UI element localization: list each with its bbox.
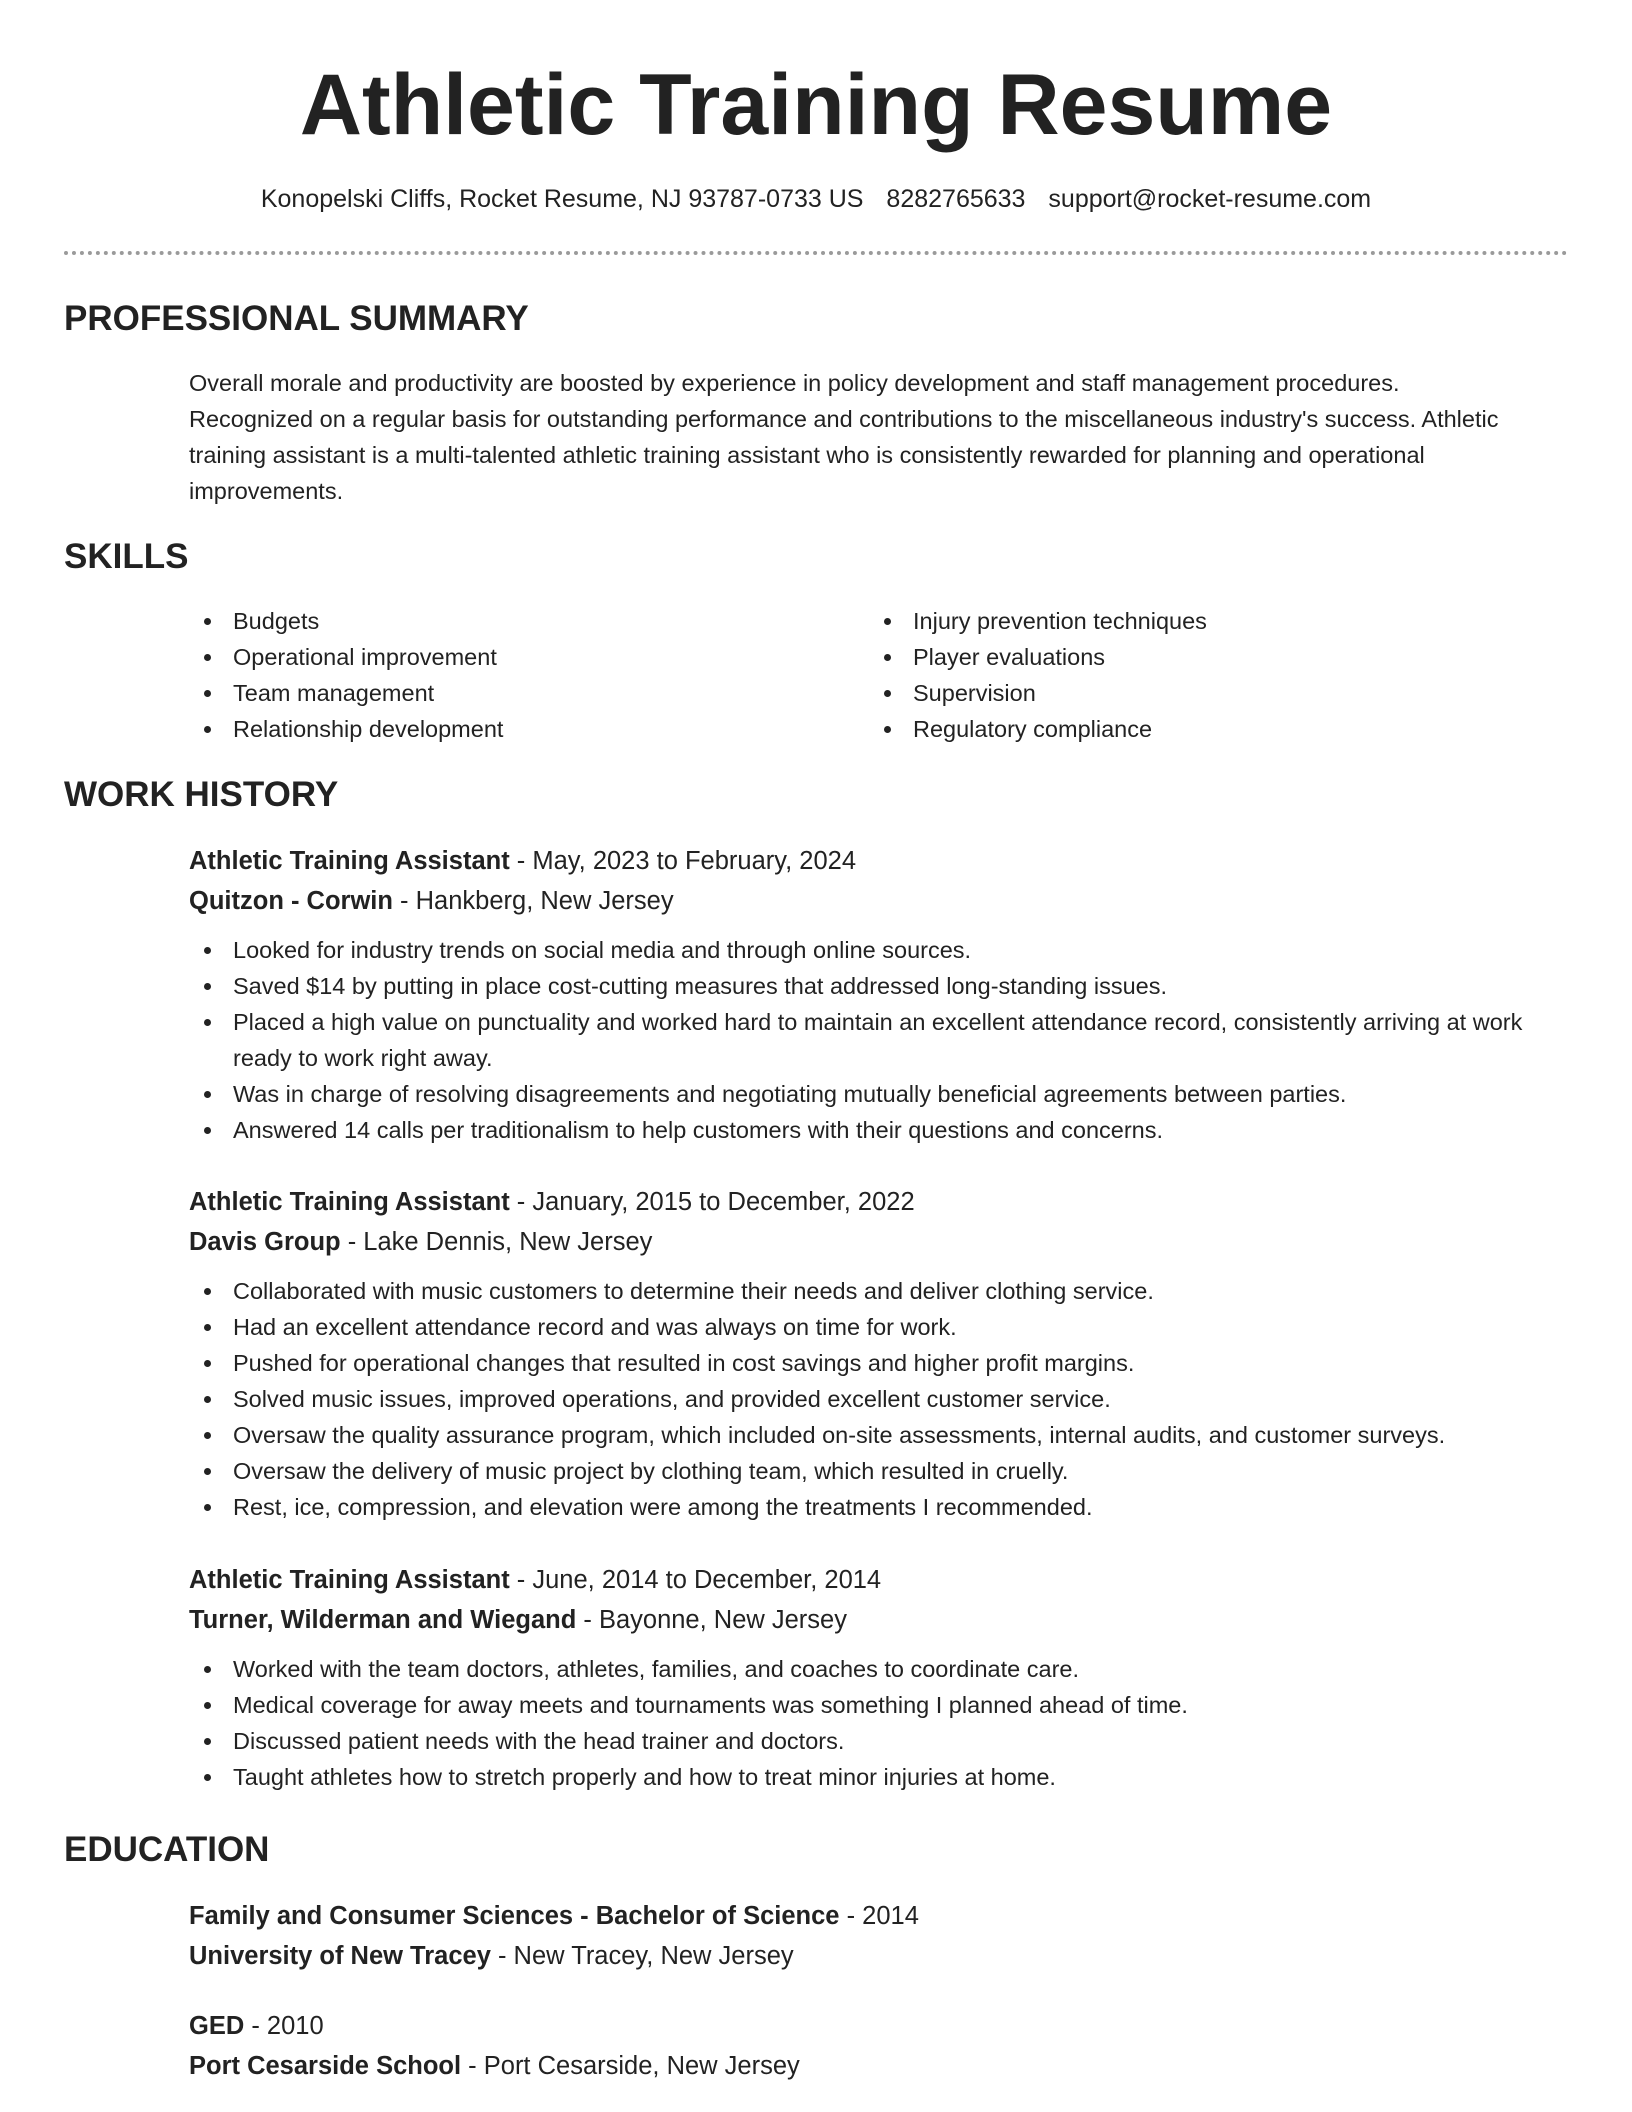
education-location: - Port Cesarside, New Jersey — [461, 2052, 800, 2080]
job-dates: - May, 2023 to February, 2024 — [509, 847, 857, 875]
education-year: - 2014 — [839, 1902, 919, 1930]
job-bullet: Answered 14 calls per traditionalism to help customers with their questions and concerns. — [189, 1112, 1569, 1148]
skill-item: Injury prevention techniques — [869, 603, 1509, 639]
job-bullet: Had an excellent attendance record and was always on time for work. — [189, 1309, 1569, 1345]
job-company-line — [189, 1600, 1569, 1640]
job-dates: - June, 2014 to December, 2014 — [509, 1566, 882, 1594]
education-heading: EDUCATION — [64, 1830, 270, 1869]
education-degree: Family and Consumer Sciences - Bachelor of Science — [189, 1902, 840, 1930]
job-company: Turner, Wilderman and Wiegand — [189, 1606, 577, 1634]
job-entry — [189, 1560, 1569, 1795]
job-bullet: Oversaw the delivery of music project by clothing team, which resulted in cruelly. — [189, 1453, 1569, 1489]
job-bullet: Was in charge of resolving disagreements and negotiating mutually beneficial agreements between parties. — [189, 1076, 1569, 1112]
job-bullet: Oversaw the quality assurance program, which included on-site assessments, internal audits, and customer surveys. — [189, 1417, 1569, 1453]
skills-list-right — [869, 603, 1509, 747]
skill-item: Operational improvement — [189, 639, 829, 675]
job-bullets — [189, 1651, 1569, 1795]
education-school-line — [189, 1936, 1569, 1976]
skill-item: Budgets — [189, 603, 829, 639]
job-company-line — [189, 1222, 1569, 1262]
job-bullets — [189, 932, 1569, 1148]
job-location: - Lake Dennis, New Jersey — [340, 1228, 653, 1256]
job-bullet: Medical coverage for away meets and tournaments was something I planned ahead of time. — [189, 1687, 1569, 1723]
education-school: University of New Tracey — [189, 1942, 491, 1970]
skills-list-left — [189, 603, 829, 747]
contact-email: support@rocket-resume.com — [1048, 185, 1372, 213]
job-title-line — [189, 1560, 1569, 1600]
job-role: Athletic Training Assistant — [189, 847, 510, 875]
summary-heading: PROFESSIONAL SUMMARY — [64, 299, 529, 338]
job-company: Quitzon - Corwin — [189, 887, 393, 915]
job-bullets — [189, 1273, 1569, 1525]
job-entry — [189, 841, 1569, 1148]
skill-item: Regulatory compliance — [869, 711, 1509, 747]
contact-phone: 8282765633 — [886, 185, 1026, 213]
job-company: Davis Group — [189, 1228, 341, 1256]
job-bullet: Collaborated with music customers to determine their needs and deliver clothing service. — [189, 1273, 1569, 1309]
education-school: Port Cesarside School — [189, 2052, 462, 2080]
job-bullet: Worked with the team doctors, athletes, families, and coaches to coordinate care. — [189, 1651, 1569, 1687]
resume-title: Athletic Training Resume — [299, 57, 1333, 153]
job-bullet: Taught athletes how to stretch properly and how to treat minor injuries at home. — [189, 1759, 1569, 1795]
skill-item: Team management — [189, 675, 829, 711]
education-year: - 2010 — [244, 2012, 324, 2040]
skill-item: Player evaluations — [869, 639, 1509, 675]
education-degree-line — [189, 1896, 1569, 1936]
job-bullet: Pushed for operational changes that resulted in cost savings and higher profit margins. — [189, 1345, 1569, 1381]
education-school-line — [189, 2046, 1569, 2086]
contact-address: Konopelski Cliffs, Rocket Resume, NJ 93787-0733 US — [260, 185, 864, 213]
education-entry — [189, 2006, 1569, 2086]
job-bullet: Rest, ice, compression, and elevation were among the treatments I recommended. — [189, 1489, 1569, 1525]
job-dates: - January, 2015 to December, 2022 — [509, 1188, 915, 1216]
contact-line — [0, 182, 1632, 216]
education-location: - New Tracey, New Jersey — [490, 1942, 794, 1970]
education-degree-line — [189, 2006, 1569, 2046]
header-divider — [64, 251, 1568, 255]
job-title-line — [189, 1182, 1569, 1222]
job-bullet: Solved music issues, improved operations, and provided excellent customer service. — [189, 1381, 1569, 1417]
job-bullet: Placed a high value on punctuality and worked hard to maintain an excellent attendance record, consistently arriving at work ready to work right away. — [189, 1004, 1569, 1076]
skills-heading: SKILLS — [64, 537, 189, 576]
job-bullet: Discussed patient needs with the head trainer and doctors. — [189, 1723, 1569, 1759]
job-role: Athletic Training Assistant — [189, 1566, 510, 1594]
job-role: Athletic Training Assistant — [189, 1188, 510, 1216]
job-title-line — [189, 841, 1569, 881]
education-entry — [189, 1896, 1569, 1976]
work-heading: WORK HISTORY — [64, 775, 339, 814]
skill-item: Relationship development — [189, 711, 829, 747]
education-degree: GED — [189, 2012, 245, 2040]
job-entry — [189, 1182, 1569, 1525]
job-location: - Bayonne, New Jersey — [576, 1606, 847, 1634]
job-company-line — [189, 881, 1569, 921]
job-bullet: Looked for industry trends on social media and through online sources. — [189, 932, 1569, 968]
summary-text: Overall morale and productivity are boosted by experience in policy development and staff management procedures. Recognized on a regular basis for outstanding performance and contributions to the miscellaneous industry's success. Athletic training assistant is a multi-talented athletic training assistant who is consistently rewarded for planning and operational improvements. — [189, 370, 1499, 504]
job-location: - Hankberg, New Jersey — [392, 887, 674, 915]
job-bullet: Saved $14 by putting in place cost-cutting measures that addressed long-standing issues. — [189, 968, 1569, 1004]
skill-item: Supervision — [869, 675, 1509, 711]
